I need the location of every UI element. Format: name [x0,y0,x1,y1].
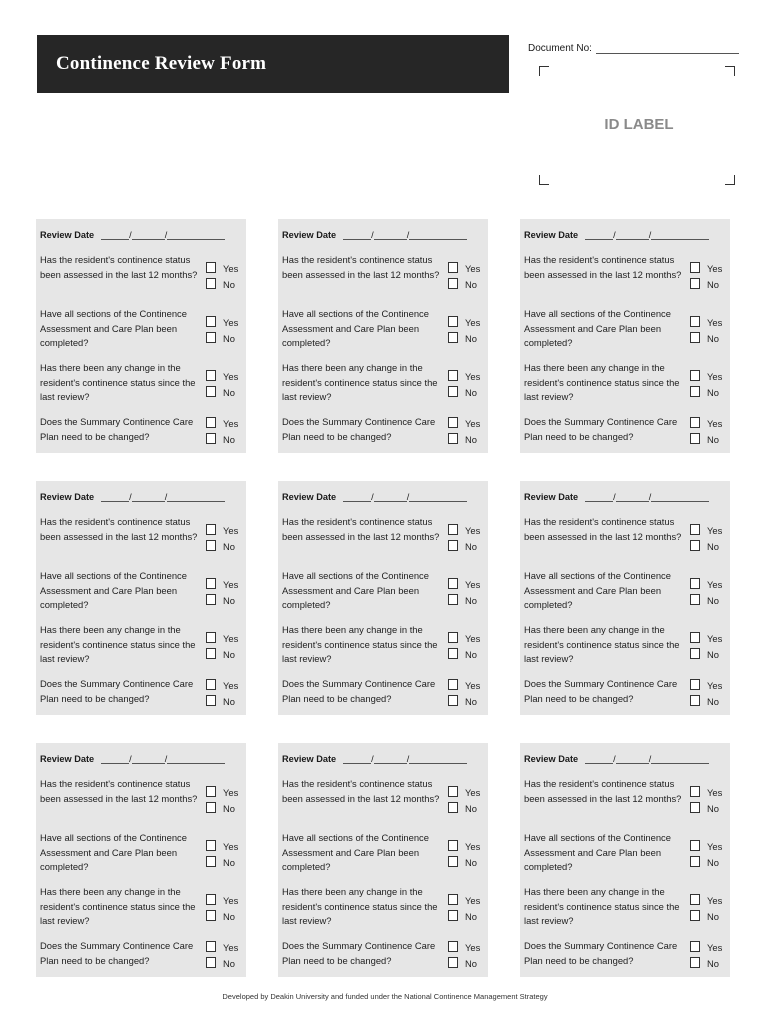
question-4-no-checkbox[interactable] [448,433,458,444]
question-1-text: Has the resident's continence status been assessed in the last 12 months? [40,778,198,804]
question-4-text: Does the Summary Continence Care Plan need to be changed? [524,940,678,966]
review-date-month-blank[interactable] [132,754,165,764]
question-1-no-label: No [465,802,477,814]
question-2-text: Have all sections of the Continence Assessment and Care Plan been completed? [40,308,187,348]
review-date-month-blank[interactable] [132,492,165,502]
question-3-no-label: No [707,910,719,922]
question-1-no-checkbox[interactable] [690,802,700,813]
question-3-no-checkbox[interactable] [690,910,700,921]
question-4-no-label: No [465,957,477,969]
question-4-no-label: No [223,695,235,707]
date-separator: / [406,754,410,764]
question-1-no-checkbox[interactable] [206,540,216,551]
question-4-text: Does the Summary Continence Care Plan need to be changed? [40,940,194,966]
question-1-yes-checkbox[interactable] [448,262,458,273]
review-date-field[interactable] [524,492,709,502]
question-2-text: Have all sections of the Continence Assessment and Care Plan been completed? [282,832,429,872]
question-1-text: Has the resident's continence status been assessed in the last 12 months? [40,516,198,542]
question-1-yes-label: Yes [707,524,723,536]
question-1-yes-checkbox[interactable] [206,786,216,797]
question-3-no-label: No [707,386,719,398]
date-separator: / [406,492,410,502]
question-1-text: Has the resident's continence status been assessed in the last 12 months? [282,778,440,804]
question-4-no-checkbox[interactable] [690,433,700,444]
date-separator: / [613,754,616,764]
question-3-no-label: No [223,648,235,660]
review-date-month-blank[interactable] [616,754,649,764]
question-3-yes-checkbox[interactable] [206,894,216,905]
review-date-month-blank[interactable] [132,230,165,240]
review-date-field[interactable] [524,230,709,240]
question-2-yes-label: Yes [707,578,723,590]
question-3-no-label: No [707,648,719,660]
review-date-label: Review Date [282,492,337,502]
review-date-year-blank[interactable] [648,492,709,502]
question-3-text: Has there been any change in the resident's continence status since the last review? [40,624,196,664]
question-4-yes-label: Yes [707,679,723,691]
question-2-text: Have all sections of the Continence Assessment and Care Plan been completed? [282,570,429,610]
question-1-text: Has the resident's continence status been assessed in the last 12 months? [524,516,682,542]
question-2-no-checkbox[interactable] [690,856,700,867]
question-4-yes-checkbox[interactable] [206,941,216,952]
review-date-field[interactable] [282,492,467,502]
document-number-line[interactable] [596,43,739,54]
review-date-day-blank[interactable] [101,754,129,764]
date-separator: / [648,230,652,240]
question-4-no-label: No [465,695,477,707]
question-2-text: Have all sections of the Continence Assessment and Care Plan been completed? [282,308,429,348]
date-separator: / [648,492,652,502]
question-4-yes-checkbox[interactable] [448,679,458,690]
question-1-yes-label: Yes [465,524,481,536]
review-date-label: Review Date [524,754,579,764]
question-4-yes-checkbox[interactable] [690,417,700,428]
question-1-text: Has the resident's continence status been assessed in the last 12 months? [524,254,682,280]
review-date-field[interactable] [40,230,225,240]
question-3-no-checkbox[interactable] [206,648,216,659]
question-2-no-checkbox[interactable] [690,594,700,605]
review-date-field[interactable] [282,230,467,240]
id-label-text: ID LABEL [604,116,674,133]
review-date-label: Review Date [40,754,95,764]
review-date-day-blank[interactable] [585,492,613,502]
question-2-yes-label: Yes [465,316,481,328]
question-3-yes-label: Yes [465,632,481,644]
question-3-yes-label: Yes [707,370,723,382]
question-2-yes-checkbox[interactable] [448,840,458,851]
question-1-no-label: No [707,540,719,552]
question-3-yes-checkbox[interactable] [206,370,216,381]
question-4-no-label: No [707,695,719,707]
question-1-no-label: No [465,540,477,552]
question-1-no-checkbox[interactable] [206,278,216,289]
question-4-text: Does the Summary Continence Care Plan need to be changed? [282,940,436,966]
question-1-yes-label: Yes [465,786,481,798]
question-3-no-checkbox[interactable] [690,648,700,659]
question-4-yes-label: Yes [223,941,239,953]
question-2-text: Have all sections of the Continence Assessment and Care Plan been completed? [40,832,187,872]
question-3-no-label: No [465,648,477,660]
question-1-yes-label: Yes [707,262,723,274]
review-panel [278,219,488,453]
question-3-text: Has there been any change in the resident's continence status since the last review? [524,886,680,926]
id-label-corner-bottom-left [539,175,549,185]
question-3-no-label: No [465,910,477,922]
question-2-no-label: No [223,856,235,868]
question-3-yes-checkbox[interactable] [690,632,700,643]
question-2-yes-checkbox[interactable] [690,840,700,851]
review-date-label: Review Date [282,230,337,240]
question-3-yes-label: Yes [465,894,481,906]
question-4-yes-label: Yes [465,417,481,429]
question-4-text: Does the Summary Continence Care Plan need to be changed? [524,416,678,442]
question-2-text: Have all sections of the Continence Assessment and Care Plan been completed? [524,570,671,610]
question-3-yes-checkbox[interactable] [448,894,458,905]
review-date-label: Review Date [524,230,579,240]
date-separator: / [164,754,168,764]
question-4-yes-checkbox[interactable] [448,941,458,952]
question-3-yes-label: Yes [707,894,723,906]
review-date-day-blank[interactable] [585,754,613,764]
question-2-no-label: No [707,332,719,344]
question-4-no-checkbox[interactable] [206,695,216,706]
question-1-no-label: No [707,278,719,290]
question-4-no-label: No [707,957,719,969]
question-3-yes-checkbox[interactable] [206,632,216,643]
question-2-no-label: No [707,594,719,606]
review-date-day-blank[interactable] [585,230,613,240]
question-3-yes-checkbox[interactable] [448,370,458,381]
question-1-yes-label: Yes [707,786,723,798]
question-3-text: Has there been any change in the resident's continence status since the last review? [40,362,196,402]
id-label-corner-top-right [725,66,735,76]
review-date-month-blank[interactable] [616,230,649,240]
question-3-text: Has there been any change in the resident's continence status since the last review? [282,624,438,664]
review-date-field[interactable] [524,754,709,764]
review-date-label: Review Date [524,492,579,502]
date-separator: / [164,230,168,240]
question-1-yes-label: Yes [223,262,239,274]
question-2-text: Have all sections of the Continence Assessment and Care Plan been completed? [40,570,187,610]
question-4-no-label: No [707,433,719,445]
question-4-no-checkbox[interactable] [206,433,216,444]
review-date-day-blank[interactable] [343,230,371,240]
question-1-text: Has the resident's continence status been assessed in the last 12 months? [40,254,198,280]
review-date-label: Review Date [282,754,337,764]
question-1-yes-checkbox[interactable] [448,524,458,535]
question-1-yes-checkbox[interactable] [206,524,216,535]
question-3-no-checkbox[interactable] [448,910,458,921]
date-separator: / [371,230,374,240]
question-1-yes-checkbox[interactable] [690,786,700,797]
question-1-text: Has the resident's continence status been assessed in the last 12 months? [282,516,440,542]
question-2-yes-label: Yes [465,578,481,590]
review-date-day-blank[interactable] [343,492,371,502]
review-panel [278,481,488,715]
review-panel [36,743,246,977]
question-2-yes-checkbox[interactable] [206,840,216,851]
review-date-year-blank[interactable] [406,492,467,502]
question-3-no-label: No [465,386,477,398]
question-2-yes-checkbox[interactable] [206,316,216,327]
question-3-text: Has there been any change in the resident's continence status since the last review? [282,362,438,402]
question-3-yes-label: Yes [223,632,239,644]
question-3-yes-checkbox[interactable] [690,894,700,905]
question-1-no-checkbox[interactable] [206,802,216,813]
question-4-yes-label: Yes [707,417,723,429]
review-panel [278,743,488,977]
question-4-yes-label: Yes [223,679,239,691]
question-2-no-label: No [465,332,477,344]
date-separator: / [129,492,132,502]
question-4-no-checkbox[interactable] [690,695,700,706]
question-4-text: Does the Summary Continence Care Plan need to be changed? [40,678,194,704]
question-1-no-checkbox[interactable] [448,278,458,289]
question-3-yes-checkbox[interactable] [690,370,700,381]
footer-credit: Developed by Deakin University and funded under the National Continence Management Strategy [222,992,548,1001]
question-4-text: Does the Summary Continence Care Plan need to be changed? [282,416,436,442]
question-1-yes-checkbox[interactable] [448,786,458,797]
question-2-no-label: No [707,856,719,868]
question-3-no-checkbox[interactable] [206,910,216,921]
review-panel [36,219,246,453]
title-bar [37,35,509,93]
question-1-no-label: No [223,278,235,290]
review-date-month-blank[interactable] [374,230,407,240]
question-2-no-checkbox[interactable] [690,332,700,343]
question-2-yes-checkbox[interactable] [690,578,700,589]
review-date-year-blank[interactable] [164,754,225,764]
question-4-no-label: No [223,433,235,445]
question-1-yes-checkbox[interactable] [690,524,700,535]
review-panel [520,743,730,977]
form-title: Continence Review Form [56,53,267,74]
review-date-year-blank[interactable] [164,230,225,240]
question-2-text: Have all sections of the Continence Assessment and Care Plan been completed? [524,308,671,348]
review-date-year-blank[interactable] [164,492,225,502]
date-separator: / [129,754,132,764]
question-2-yes-checkbox[interactable] [206,578,216,589]
question-1-no-label: No [223,802,235,814]
question-1-no-label: No [707,802,719,814]
review-date-day-blank[interactable] [343,754,371,764]
question-2-yes-checkbox[interactable] [448,316,458,327]
question-3-no-checkbox[interactable] [448,386,458,397]
document-number-label: Document No: [528,43,592,54]
question-4-yes-label: Yes [223,417,239,429]
question-1-yes-label: Yes [465,262,481,274]
review-panel [520,219,730,453]
question-1-no-checkbox[interactable] [690,278,700,289]
question-3-yes-label: Yes [707,632,723,644]
question-4-text: Does the Summary Continence Care Plan need to be changed? [40,416,194,442]
date-separator: / [371,492,374,502]
date-separator: / [648,754,652,764]
question-2-no-label: No [465,594,477,606]
question-3-text: Has there been any change in the resident's continence status since the last review? [524,362,680,402]
question-1-no-checkbox[interactable] [690,540,700,551]
question-1-no-label: No [223,540,235,552]
question-4-yes-label: Yes [465,941,481,953]
question-1-text: Has the resident's continence status been assessed in the last 12 months? [524,778,682,804]
question-2-yes-label: Yes [223,840,239,852]
question-2-no-checkbox[interactable] [448,332,458,343]
question-1-yes-label: Yes [223,524,239,536]
review-date-year-blank[interactable] [406,230,467,240]
question-2-no-label: No [223,332,235,344]
question-1-yes-label: Yes [223,786,239,798]
date-separator: / [371,754,374,764]
id-label-corner-top-left [539,66,549,76]
review-date-year-blank[interactable] [406,754,467,764]
review-date-field[interactable] [40,492,225,502]
review-date-month-blank[interactable] [616,492,649,502]
review-date-year-blank[interactable] [648,230,709,240]
question-3-no-checkbox[interactable] [206,386,216,397]
question-3-no-label: No [223,386,235,398]
question-3-yes-checkbox[interactable] [448,632,458,643]
review-date-field[interactable] [40,754,225,764]
review-date-field[interactable] [282,754,467,764]
question-1-no-checkbox[interactable] [448,540,458,551]
question-4-yes-checkbox[interactable] [690,679,700,690]
question-4-text: Does the Summary Continence Care Plan need to be changed? [282,678,436,704]
review-date-month-blank[interactable] [374,492,407,502]
question-2-yes-checkbox[interactable] [690,316,700,327]
question-4-no-checkbox[interactable] [690,957,700,968]
question-3-yes-label: Yes [223,370,239,382]
review-date-label: Review Date [40,230,95,240]
review-panel [36,481,246,715]
question-3-no-label: No [223,910,235,922]
question-2-yes-label: Yes [707,316,723,328]
date-separator: / [613,492,616,502]
question-2-yes-checkbox[interactable] [448,578,458,589]
date-separator: / [613,230,616,240]
question-3-no-checkbox[interactable] [690,386,700,397]
review-date-month-blank[interactable] [374,754,407,764]
question-3-text: Has there been any change in the resident's continence status since the last review? [524,624,680,664]
question-2-no-label: No [465,856,477,868]
question-2-yes-label: Yes [223,578,239,590]
question-4-yes-checkbox[interactable] [206,417,216,428]
question-4-yes-checkbox[interactable] [690,941,700,952]
question-3-no-checkbox[interactable] [448,648,458,659]
question-1-no-label: No [465,278,477,290]
question-4-yes-checkbox[interactable] [448,417,458,428]
review-date-day-blank[interactable] [101,230,129,240]
question-2-no-label: No [223,594,235,606]
question-4-yes-label: Yes [707,941,723,953]
question-2-no-checkbox[interactable] [206,594,216,605]
review-date-day-blank[interactable] [101,492,129,502]
review-panel [520,481,730,715]
question-2-no-checkbox[interactable] [448,856,458,867]
question-4-yes-label: Yes [465,679,481,691]
question-2-yes-label: Yes [465,840,481,852]
question-2-no-checkbox[interactable] [448,594,458,605]
question-3-yes-label: Yes [465,370,481,382]
question-4-no-label: No [465,433,477,445]
id-label-corner-bottom-right [725,175,735,185]
question-4-yes-checkbox[interactable] [206,679,216,690]
question-2-text: Have all sections of the Continence Assessment and Care Plan been completed? [524,832,671,872]
question-4-no-checkbox[interactable] [206,957,216,968]
date-separator: / [164,492,168,502]
question-2-yes-label: Yes [223,316,239,328]
question-2-yes-label: Yes [707,840,723,852]
question-2-no-checkbox[interactable] [206,856,216,867]
question-4-text: Does the Summary Continence Care Plan need to be changed? [524,678,678,704]
question-1-yes-checkbox[interactable] [690,262,700,273]
date-separator: / [406,230,410,240]
date-separator: / [129,230,132,240]
review-date-year-blank[interactable] [648,754,709,764]
question-3-text: Has there been any change in the resident's continence status since the last review? [40,886,196,926]
question-1-text: Has the resident's continence status been assessed in the last 12 months? [282,254,440,280]
question-4-no-label: No [223,957,235,969]
question-3-yes-label: Yes [223,894,239,906]
question-1-yes-checkbox[interactable] [206,262,216,273]
question-3-text: Has there been any change in the resident's continence status since the last review? [282,886,438,926]
question-1-no-checkbox[interactable] [448,802,458,813]
document-number-field[interactable] [528,43,739,54]
question-4-no-checkbox[interactable] [448,695,458,706]
question-4-no-checkbox[interactable] [448,957,458,968]
review-date-label: Review Date [40,492,95,502]
question-2-no-checkbox[interactable] [206,332,216,343]
